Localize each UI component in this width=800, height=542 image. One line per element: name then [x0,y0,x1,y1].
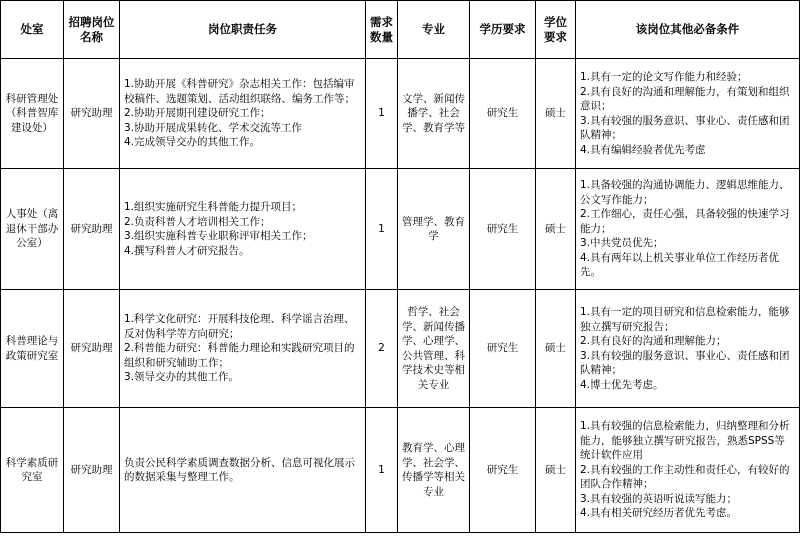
major-cell: 管理学、教育学 [398,169,470,290]
duty-item: 2.协助开展期刊建设研究工作； [124,107,271,120]
duty-item: 4.撰写科普人才研究报告。 [124,244,250,257]
table-row [1,169,800,290]
major-cell: 教育学、心理学、社会学、传播学等相关专业 [398,408,470,533]
requirement-item: 1.具有一定的项目研究和信息检索能力，能够独立撰写研究报告； [580,306,790,333]
requirement-item: 2.具有良好的沟通和理解能力，有策划和组织意识； [580,85,790,112]
degree-cell: 硕士 [536,408,576,533]
education-cell: 研究生 [470,169,536,290]
position-cell: 研究助理 [64,59,120,169]
count-cell: 1 [366,59,398,169]
count-cell: 1 [366,169,398,290]
position-cell: 研究助理 [64,169,120,290]
duty-item: 2.负责科普人才培训相关工作； [124,215,271,228]
degree-cell: 硕士 [536,290,576,408]
header-row [1,1,800,59]
dept-cell: 科研管理处（科普智库建设处） [1,59,64,169]
dept-cell: 科学素质研究室 [1,408,64,533]
table-row [1,59,800,169]
requirement-item: 3.具有较强的服务意识、事业心、责任感和团队精神； [580,349,790,376]
requirement-item: 4.具有两年以上机关事业单位工作经历者优先。 [580,251,780,279]
duty-item: 3.领导交办的其他工作。 [124,371,240,384]
other-cell [576,408,800,533]
requirement-item: 1.具有较强的信息检索能力，归纳整理和分析能力，能够独立撰写研究报告，熟悉SPSS等统计软件应用 [580,420,790,462]
requirement-item: 1.具有一定的论文写作能力和经验； [580,71,748,83]
duties-cell [120,408,366,533]
dept-cell: 人事处（离退休干部办公室） [1,169,64,290]
duties-cell [120,290,366,408]
degree-cell: 硕士 [536,59,576,169]
header-duties: 岗位职责任务 [120,1,366,59]
education-cell: 研究生 [470,290,536,408]
table-row [1,290,800,408]
dept-cell: 科普理论与政策研究室 [1,290,64,408]
header-education: 学历要求 [470,1,536,59]
major-cell: 文学、新闻传播学、社会学、教育学等 [398,59,470,169]
requirement-item: 2.工作细心，责任心强，具备较强的快速学习能力； [580,208,790,235]
other-cell [576,169,800,290]
duties-cell [120,169,366,290]
duty-item: 1.协助开展《科普研究》杂志相关工作：包括编审校稿件、选题策划、活动组织联络、编务工作等； [124,78,355,105]
count-cell: 1 [366,408,398,533]
duties-cell [120,59,366,169]
duty-item: 1.科学文化研究：开展科技伦理、科学谣言治理、反对伪科学等方向研究； [124,313,355,340]
major-cell: 哲学、社会学、新闻传播学、心理学、公共管理、科学技术史等相关专业 [398,290,470,408]
position-cell: 研究助理 [64,408,120,533]
requirement-item: 3.中共党员优先； [580,237,664,250]
requirement-item: 4.具有编辑经验者优先考虑 [580,143,706,156]
header-dept: 处室 [1,1,64,59]
count-cell: 2 [366,290,398,408]
header-degree: 学位要求 [536,1,576,59]
duty-item: 3.协助开展成果转化、学术交流等工作 [124,121,303,134]
duty-item: 3.组织实施科普专业职称评审相关工作； [124,230,313,242]
header-major: 专业 [398,1,470,59]
other-cell [576,59,800,169]
duty-item: 1.组织实施研究生科普能力提升项目； [124,201,303,213]
duty-item: 4.完成领导交办的其他工作。 [124,136,261,149]
degree-cell: 硕士 [536,169,576,290]
header-count: 需求数量 [366,1,398,59]
requirement-item: 4.博士优先考虑。 [580,378,664,391]
requirement-item: 4.具有相关研究经历者优先考虑。 [580,507,738,520]
requirement-item: 1.具备较强的沟通协调能力、逻辑思维能力、公文写作能力； [580,179,790,206]
requirement-item: 3.具有较强的服务意识、事业心、责任感和团队精神； [580,114,790,141]
duty-item: 2.科普能力研究：科普能力理论和实践研究项目的组织和研究辅助工作； [124,342,355,369]
other-cell [576,290,800,408]
education-cell: 研究生 [470,408,536,533]
header-position: 招聘岗位名称 [64,1,120,59]
education-cell: 研究生 [470,59,536,169]
requirement-item: 3.具有较强的英语听说读写能力； [580,492,738,505]
header-other: 该岗位其他必备条件 [576,1,800,59]
position-cell: 研究助理 [64,290,120,408]
requirement-item: 2.具有较强的工作主动性和责任心，有较好的团队合作精神； [580,463,790,491]
requirement-item: 2.具有良好的沟通和理解能力； [580,335,727,347]
duty-item: 负责公民科学素质调查数据分析、信息可视化展示的数据采集与整理工作。 [124,456,355,483]
table-row [1,408,800,533]
